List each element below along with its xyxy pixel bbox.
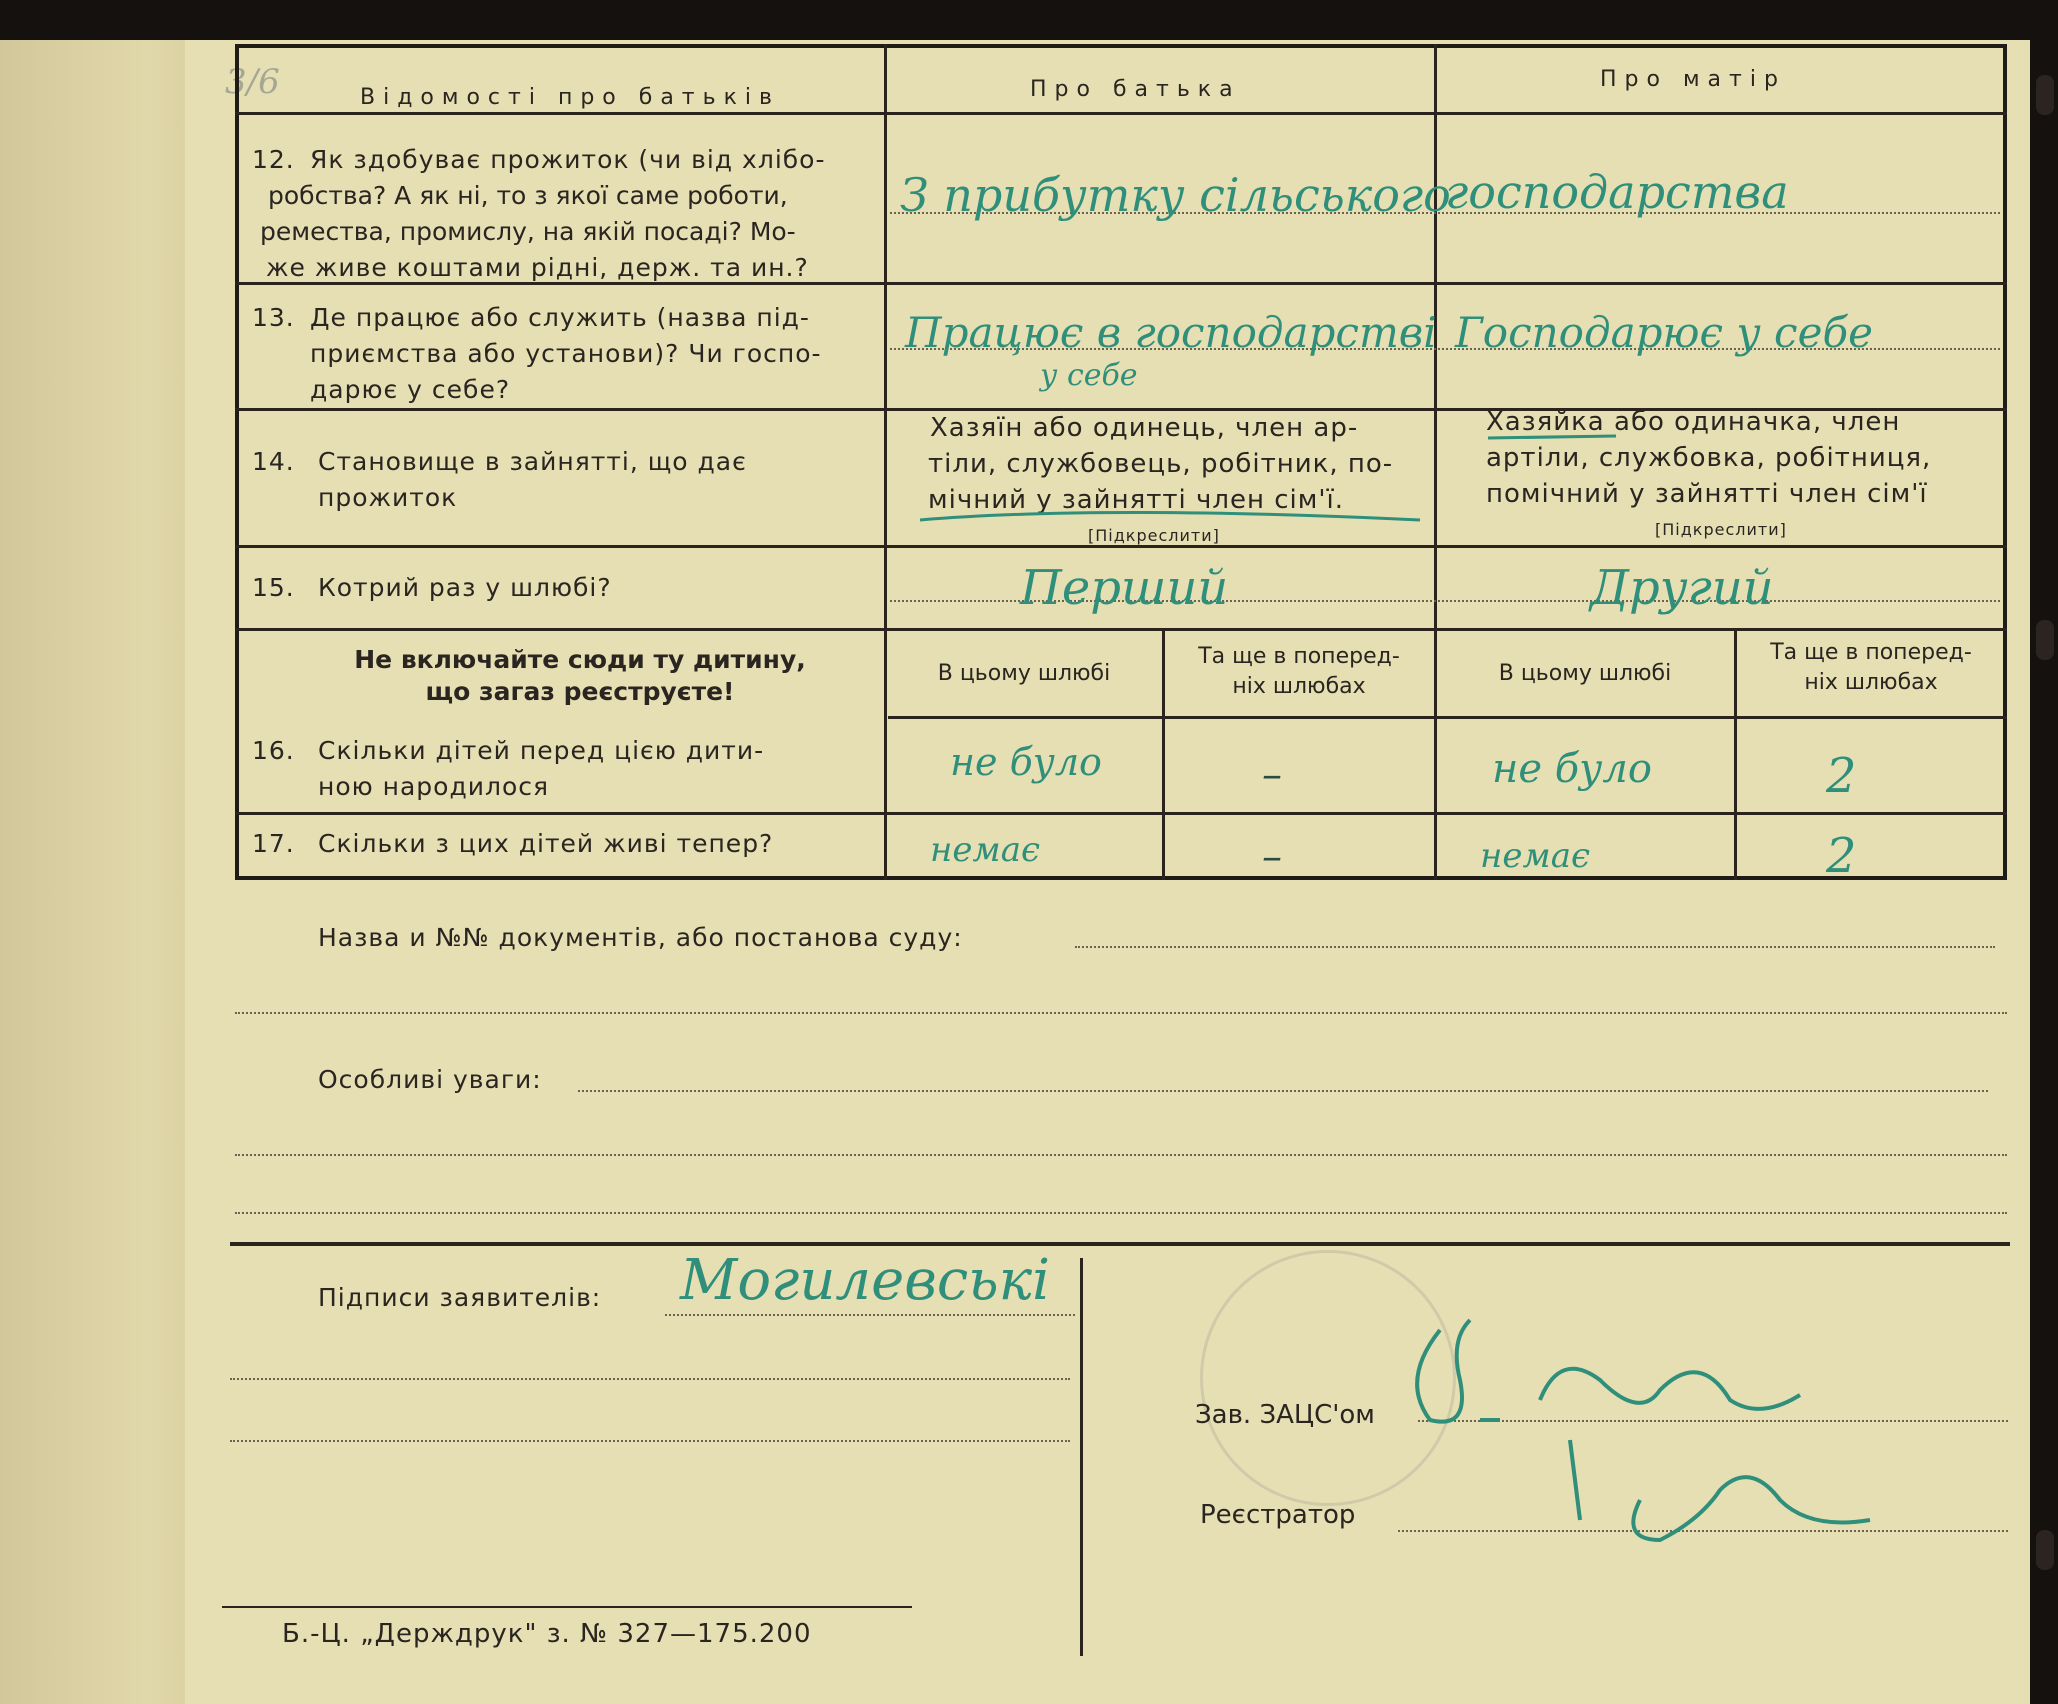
q16-mother-this: не було bbox=[1492, 746, 1652, 792]
q14-father-option: тіли, службовець, робітник, по- bbox=[928, 449, 1394, 479]
mother-prev-marriage-header: Та ще в поперед- bbox=[1770, 640, 1972, 665]
footer-rule bbox=[222, 1606, 912, 1608]
q17-father-this: немає bbox=[930, 830, 1041, 870]
q16-number: 16. bbox=[252, 736, 295, 765]
head-registry-label: Зав. ЗАЦС'ом bbox=[1195, 1400, 1375, 1430]
q14-mother-option: помічний у зайнятті член сім'ї bbox=[1486, 479, 1928, 509]
q14-father-note: [Підкреслити] bbox=[1088, 526, 1220, 545]
q14-father-option: мічний у зайнятті член сім'ї. bbox=[928, 485, 1344, 515]
q12-father-answer: З прибутку сільського bbox=[900, 168, 1451, 222]
header-parents-info: Відомості про батьків bbox=[360, 85, 780, 110]
q12-line: же живе коштами рідні, держ. та ин.? bbox=[266, 253, 809, 282]
q14-line: прожиток bbox=[318, 483, 458, 512]
q17-father-prev: – bbox=[1262, 834, 1282, 880]
applicants-signature: Могилевські bbox=[680, 1248, 1051, 1313]
q17-mother-this: немає bbox=[1480, 836, 1591, 876]
father-prev-marriage-header: ніх шлюбах bbox=[1232, 674, 1366, 699]
q15-mother-answer: Другий bbox=[1590, 560, 1774, 616]
q14-mother-note: [Підкреслити] bbox=[1655, 520, 1787, 539]
signatures-label: Підписи заявителів: bbox=[318, 1283, 602, 1312]
q17-number: 17. bbox=[252, 829, 295, 858]
q16-line: Скільки дітей перед цією дити- bbox=[318, 736, 765, 765]
q16-mother-prev: 2 bbox=[1826, 748, 1857, 804]
printer-imprint: Б.-Ц. „Держдрук" з. № 327—175.200 bbox=[282, 1619, 812, 1649]
header-father: Про батька bbox=[1030, 77, 1241, 102]
q12-line: робства? А як ні, то з якої саме роботи, bbox=[268, 181, 788, 210]
mother-this-marriage-header: В цьому шлюбі bbox=[1498, 661, 1672, 686]
q12-mother-answer: господарства bbox=[1445, 165, 1789, 219]
mother-prev-marriage-header: ніх шлюбах bbox=[1804, 670, 1938, 695]
q13-father-answer-cont: у себе bbox=[1040, 358, 1138, 393]
exclude-note: що загаз реєструєте! bbox=[425, 677, 735, 706]
q14-father-option: Хазяїн або одинець, член ар- bbox=[930, 413, 1359, 443]
exclude-note: Не включайте сюди ту дитину, bbox=[354, 645, 806, 674]
q13-father-answer: Працює в господарстві bbox=[905, 308, 1437, 357]
q15-number: 15. bbox=[252, 573, 295, 602]
q14-number: 14. bbox=[252, 447, 295, 476]
q16-father-this: не було bbox=[950, 740, 1102, 784]
q15-father-answer: Перший bbox=[1020, 560, 1229, 616]
q15-question: Котрий раз у шлюбі? bbox=[318, 573, 612, 602]
father-this-marriage-header: В цьому шлюбі bbox=[937, 661, 1111, 686]
q13-line: дарює у себе? bbox=[310, 375, 511, 404]
header-mother: Про матір bbox=[1600, 67, 1786, 92]
q17-mother-prev: 2 bbox=[1826, 828, 1857, 884]
q13-mother-answer: Господарює у себе bbox=[1455, 308, 1873, 357]
q14-line: Становище в зайнятті, що дає bbox=[318, 447, 747, 476]
q14-mother-option: артіли, службовка, робітниця, bbox=[1486, 443, 1932, 473]
q14-mother-option: Хазяйка або одиначка, член bbox=[1486, 407, 1901, 437]
q13-line: Де працює або служить (назва під- bbox=[310, 303, 810, 332]
registrar-label: Реєстратор bbox=[1200, 1500, 1356, 1530]
q12-number: 12. bbox=[252, 145, 295, 174]
q16-father-prev: – bbox=[1262, 752, 1282, 798]
father-prev-marriage-header: Та ще в поперед- bbox=[1198, 644, 1400, 669]
q17-question: Скільки з цих дітей живі тепер? bbox=[318, 829, 774, 858]
corner-mark: 3/6 bbox=[225, 62, 280, 102]
q12-line: ремества, промислу, на якій посаді? Мо- bbox=[260, 217, 796, 246]
q16-line: ною народилося bbox=[318, 772, 550, 801]
documents-label: Назва и №№ документів, або постанова суду: bbox=[318, 923, 963, 952]
q13-number: 13. bbox=[252, 303, 295, 332]
notes-label: Особливі уваги: bbox=[318, 1065, 542, 1094]
q12-line: Як здобуває прожиток (чи від хлібо- bbox=[310, 145, 826, 174]
q13-line: приємства або установи)? Чи госпо- bbox=[310, 339, 822, 368]
